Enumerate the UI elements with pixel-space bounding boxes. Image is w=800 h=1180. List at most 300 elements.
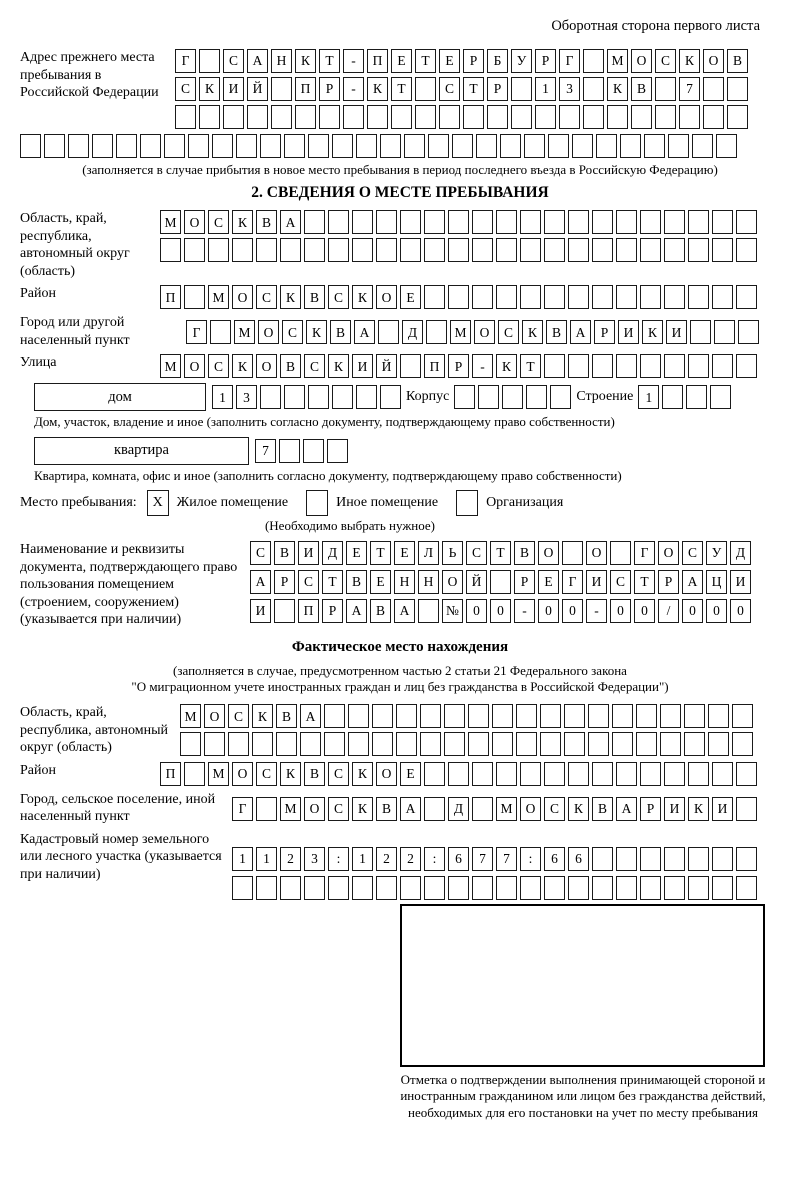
char-cell[interactable]: К <box>688 797 709 821</box>
char-cell[interactable] <box>544 876 565 900</box>
char-cell[interactable]: 0 <box>682 599 703 623</box>
char-cell[interactable]: К <box>232 354 253 378</box>
char-cell[interactable]: В <box>592 797 613 821</box>
char-cell[interactable]: В <box>514 541 535 565</box>
char-cell[interactable] <box>236 134 257 158</box>
char-cell[interactable]: 0 <box>610 599 631 623</box>
char-cell[interactable]: М <box>234 320 255 344</box>
char-cell[interactable]: О <box>703 49 724 73</box>
char-cell[interactable]: 7 <box>472 847 493 871</box>
char-cell[interactable] <box>400 210 421 234</box>
char-cell[interactable] <box>303 439 324 463</box>
char-cell[interactable] <box>727 105 748 129</box>
char-cell[interactable]: И <box>250 599 271 623</box>
char-cell[interactable]: С <box>682 541 703 565</box>
char-cell[interactable] <box>688 847 709 871</box>
char-cell[interactable] <box>655 105 676 129</box>
char-cell[interactable]: О <box>376 762 397 786</box>
char-cell[interactable]: Б <box>487 49 508 73</box>
char-cell[interactable]: М <box>607 49 628 73</box>
char-cell[interactable] <box>607 105 628 129</box>
char-cell[interactable]: Г <box>232 797 253 821</box>
char-cell[interactable] <box>511 77 532 101</box>
char-cell[interactable]: Р <box>640 797 661 821</box>
char-cell[interactable] <box>540 704 561 728</box>
char-cell[interactable]: С <box>439 77 460 101</box>
char-cell[interactable]: С <box>223 49 244 73</box>
char-cell[interactable] <box>274 599 295 623</box>
char-cell[interactable]: К <box>352 797 373 821</box>
char-cell[interactable]: К <box>568 797 589 821</box>
char-cell[interactable]: : <box>520 847 541 871</box>
char-cell[interactable]: О <box>376 285 397 309</box>
char-cell[interactable] <box>356 134 377 158</box>
char-cell[interactable] <box>664 210 685 234</box>
char-cell[interactable] <box>424 797 445 821</box>
char-cell[interactable]: А <box>400 797 421 821</box>
char-cell[interactable]: М <box>496 797 517 821</box>
char-cell[interactable] <box>396 704 417 728</box>
char-cell[interactable]: В <box>280 354 301 378</box>
char-cell[interactable] <box>655 77 676 101</box>
char-cell[interactable] <box>688 285 709 309</box>
char-cell[interactable]: К <box>280 285 301 309</box>
char-cell[interactable] <box>636 732 657 756</box>
char-cell[interactable]: П <box>424 354 445 378</box>
char-cell[interactable] <box>472 876 493 900</box>
char-cell[interactable]: Е <box>400 762 421 786</box>
char-cell[interactable]: Е <box>439 49 460 73</box>
char-cell[interactable]: Е <box>370 570 391 594</box>
char-cell[interactable] <box>328 238 349 262</box>
char-cell[interactable] <box>279 439 300 463</box>
char-cell[interactable]: Р <box>594 320 615 344</box>
char-cell[interactable] <box>502 385 523 409</box>
char-cell[interactable]: И <box>298 541 319 565</box>
char-cell[interactable] <box>568 285 589 309</box>
char-cell[interactable]: Л <box>418 541 439 565</box>
char-cell[interactable] <box>324 704 345 728</box>
char-cell[interactable] <box>736 238 757 262</box>
char-cell[interactable] <box>544 210 565 234</box>
char-cell[interactable]: С <box>208 354 229 378</box>
char-cell[interactable]: 1 <box>212 385 233 409</box>
char-cell[interactable] <box>452 134 473 158</box>
char-cell[interactable]: С <box>175 77 196 101</box>
char-cell[interactable] <box>160 238 181 262</box>
char-cell[interactable]: 3 <box>236 385 257 409</box>
char-cell[interactable]: 2 <box>376 847 397 871</box>
char-cell[interactable] <box>664 762 685 786</box>
char-cell[interactable] <box>348 732 369 756</box>
char-cell[interactable] <box>308 134 329 158</box>
char-cell[interactable]: О <box>658 541 679 565</box>
char-cell[interactable] <box>583 49 604 73</box>
char-cell[interactable] <box>712 238 733 262</box>
char-cell[interactable]: Й <box>247 77 268 101</box>
char-cell[interactable]: 3 <box>559 77 580 101</box>
char-cell[interactable]: И <box>664 797 685 821</box>
char-cell[interactable]: Т <box>415 49 436 73</box>
char-cell[interactable] <box>439 105 460 129</box>
char-cell[interactable]: Т <box>391 77 412 101</box>
char-cell[interactable] <box>662 385 683 409</box>
char-cell[interactable] <box>380 385 401 409</box>
char-cell[interactable]: Е <box>391 49 412 73</box>
char-cell[interactable] <box>583 77 604 101</box>
char-cell[interactable] <box>592 876 613 900</box>
char-cell[interactable] <box>208 238 229 262</box>
char-cell[interactable]: Г <box>559 49 580 73</box>
char-cell[interactable] <box>343 105 364 129</box>
char-cell[interactable] <box>444 732 465 756</box>
char-cell[interactable]: П <box>160 285 181 309</box>
char-cell[interactable] <box>308 385 329 409</box>
char-cell[interactable]: С <box>328 797 349 821</box>
char-cell[interactable] <box>428 134 449 158</box>
char-cell[interactable]: М <box>208 285 229 309</box>
char-cell[interactable] <box>568 354 589 378</box>
char-cell[interactable]: К <box>352 285 373 309</box>
char-cell[interactable] <box>592 210 613 234</box>
char-cell[interactable]: Т <box>463 77 484 101</box>
char-cell[interactable] <box>583 105 604 129</box>
char-cell[interactable] <box>640 847 661 871</box>
char-cell[interactable] <box>380 134 401 158</box>
char-cell[interactable]: П <box>298 599 319 623</box>
char-cell[interactable] <box>352 876 373 900</box>
char-cell[interactable]: 1 <box>638 385 659 409</box>
char-cell[interactable] <box>472 285 493 309</box>
char-cell[interactable]: К <box>522 320 543 344</box>
char-cell[interactable] <box>684 732 705 756</box>
char-cell[interactable]: - <box>472 354 493 378</box>
char-cell[interactable] <box>223 105 244 129</box>
char-cell[interactable] <box>92 134 113 158</box>
char-cell[interactable]: Р <box>487 77 508 101</box>
char-cell[interactable]: А <box>346 599 367 623</box>
char-cell[interactable] <box>400 238 421 262</box>
char-cell[interactable] <box>644 134 665 158</box>
char-cell[interactable] <box>496 762 517 786</box>
char-cell[interactable]: Г <box>175 49 196 73</box>
char-cell[interactable]: С <box>298 570 319 594</box>
char-cell[interactable] <box>424 238 445 262</box>
char-cell[interactable]: В <box>276 704 297 728</box>
char-cell[interactable] <box>256 797 277 821</box>
char-cell[interactable] <box>616 285 637 309</box>
char-cell[interactable] <box>520 876 541 900</box>
char-cell[interactable] <box>640 210 661 234</box>
char-cell[interactable]: С <box>208 210 229 234</box>
char-cell[interactable]: Т <box>322 570 343 594</box>
checkbox-zhiloe-pomeshchenie[interactable]: X <box>147 490 169 516</box>
char-cell[interactable] <box>535 105 556 129</box>
char-cell[interactable]: Г <box>562 570 583 594</box>
char-cell[interactable] <box>356 385 377 409</box>
char-cell[interactable] <box>736 762 757 786</box>
char-cell[interactable] <box>490 570 511 594</box>
char-cell[interactable]: В <box>346 570 367 594</box>
char-cell[interactable] <box>716 134 737 158</box>
char-cell[interactable]: Р <box>658 570 679 594</box>
char-cell[interactable]: Т <box>370 541 391 565</box>
char-cell[interactable] <box>548 134 569 158</box>
char-cell[interactable]: М <box>160 210 181 234</box>
char-cell[interactable]: Й <box>466 570 487 594</box>
char-cell[interactable]: Е <box>346 541 367 565</box>
char-cell[interactable] <box>736 876 757 900</box>
char-cell[interactable] <box>712 762 733 786</box>
char-cell[interactable]: С <box>256 762 277 786</box>
char-cell[interactable]: М <box>450 320 471 344</box>
char-cell[interactable]: У <box>511 49 532 73</box>
char-cell[interactable]: Й <box>376 354 397 378</box>
char-cell[interactable] <box>550 385 571 409</box>
char-cell[interactable] <box>620 134 641 158</box>
char-cell[interactable]: 7 <box>255 439 276 463</box>
char-cell[interactable]: Г <box>186 320 207 344</box>
char-cell[interactable] <box>424 762 445 786</box>
char-cell[interactable] <box>636 704 657 728</box>
char-cell[interactable]: 6 <box>568 847 589 871</box>
char-cell[interactable]: В <box>727 49 748 73</box>
char-cell[interactable]: Т <box>490 541 511 565</box>
char-cell[interactable] <box>520 238 541 262</box>
char-cell[interactable]: О <box>586 541 607 565</box>
char-cell[interactable]: 0 <box>562 599 583 623</box>
char-cell[interactable] <box>496 238 517 262</box>
char-cell[interactable] <box>736 797 757 821</box>
char-cell[interactable] <box>472 797 493 821</box>
char-cell[interactable]: А <box>616 797 637 821</box>
char-cell[interactable]: О <box>184 354 205 378</box>
char-cell[interactable] <box>540 732 561 756</box>
char-cell[interactable]: К <box>328 354 349 378</box>
char-cell[interactable] <box>472 238 493 262</box>
char-cell[interactable] <box>228 732 249 756</box>
char-cell[interactable] <box>448 285 469 309</box>
char-cell[interactable] <box>463 105 484 129</box>
char-cell[interactable] <box>280 876 301 900</box>
char-cell[interactable]: 2 <box>400 847 421 871</box>
char-cell[interactable]: О <box>232 762 253 786</box>
char-cell[interactable]: С <box>610 570 631 594</box>
char-cell[interactable] <box>444 704 465 728</box>
char-cell[interactable]: 1 <box>535 77 556 101</box>
char-cell[interactable] <box>116 134 137 158</box>
char-cell[interactable]: К <box>642 320 663 344</box>
char-cell[interactable] <box>520 285 541 309</box>
char-cell[interactable]: Д <box>730 541 751 565</box>
char-cell[interactable]: М <box>280 797 301 821</box>
char-cell[interactable]: О <box>442 570 463 594</box>
char-cell[interactable] <box>496 285 517 309</box>
char-cell[interactable]: А <box>570 320 591 344</box>
char-cell[interactable]: 7 <box>679 77 700 101</box>
char-cell[interactable] <box>304 238 325 262</box>
char-cell[interactable] <box>500 134 521 158</box>
char-cell[interactable]: Т <box>319 49 340 73</box>
char-cell[interactable] <box>276 732 297 756</box>
char-cell[interactable] <box>164 134 185 158</box>
char-cell[interactable] <box>703 105 724 129</box>
char-cell[interactable] <box>664 847 685 871</box>
char-cell[interactable]: 6 <box>544 847 565 871</box>
char-cell[interactable]: 1 <box>232 847 253 871</box>
char-cell[interactable]: Ь <box>442 541 463 565</box>
char-cell[interactable]: А <box>394 599 415 623</box>
char-cell[interactable] <box>616 847 637 871</box>
char-cell[interactable] <box>592 285 613 309</box>
char-cell[interactable] <box>204 732 225 756</box>
char-cell[interactable] <box>616 354 637 378</box>
char-cell[interactable]: С <box>256 285 277 309</box>
char-cell[interactable] <box>616 762 637 786</box>
char-cell[interactable]: И <box>223 77 244 101</box>
char-cell[interactable] <box>559 105 580 129</box>
char-cell[interactable]: Г <box>634 541 655 565</box>
char-cell[interactable] <box>616 210 637 234</box>
char-cell[interactable]: Ц <box>706 570 727 594</box>
char-cell[interactable]: К <box>306 320 327 344</box>
char-cell[interactable] <box>426 320 447 344</box>
char-cell[interactable] <box>511 105 532 129</box>
char-cell[interactable]: 7 <box>496 847 517 871</box>
char-cell[interactable]: И <box>730 570 751 594</box>
char-cell[interactable]: : <box>424 847 445 871</box>
char-cell[interactable]: К <box>252 704 273 728</box>
char-cell[interactable]: 0 <box>634 599 655 623</box>
char-cell[interactable] <box>210 320 231 344</box>
char-cell[interactable]: 0 <box>706 599 727 623</box>
char-cell[interactable]: : <box>328 847 349 871</box>
char-cell[interactable] <box>324 732 345 756</box>
char-cell[interactable] <box>424 210 445 234</box>
char-cell[interactable] <box>516 732 537 756</box>
char-cell[interactable] <box>568 238 589 262</box>
char-cell[interactable] <box>708 732 729 756</box>
char-cell[interactable]: С <box>250 541 271 565</box>
char-cell[interactable]: Т <box>520 354 541 378</box>
char-cell[interactable] <box>732 704 753 728</box>
char-cell[interactable] <box>736 285 757 309</box>
char-cell[interactable] <box>592 847 613 871</box>
char-cell[interactable] <box>420 732 441 756</box>
char-cell[interactable] <box>640 238 661 262</box>
char-cell[interactable] <box>247 105 268 129</box>
char-cell[interactable] <box>304 876 325 900</box>
char-cell[interactable]: Е <box>394 541 415 565</box>
char-cell[interactable] <box>520 210 541 234</box>
char-cell[interactable]: Д <box>448 797 469 821</box>
char-cell[interactable] <box>616 876 637 900</box>
char-cell[interactable] <box>562 541 583 565</box>
char-cell[interactable] <box>284 134 305 158</box>
char-cell[interactable] <box>396 732 417 756</box>
char-cell[interactable] <box>448 238 469 262</box>
char-cell[interactable] <box>712 285 733 309</box>
char-cell[interactable] <box>660 732 681 756</box>
char-cell[interactable] <box>738 320 759 344</box>
char-cell[interactable] <box>212 134 233 158</box>
char-cell[interactable] <box>448 210 469 234</box>
char-cell[interactable]: А <box>250 570 271 594</box>
char-cell[interactable] <box>68 134 89 158</box>
char-cell[interactable]: О <box>631 49 652 73</box>
char-cell[interactable]: 1 <box>352 847 373 871</box>
char-cell[interactable] <box>714 320 735 344</box>
char-cell[interactable]: П <box>295 77 316 101</box>
char-cell[interactable] <box>712 354 733 378</box>
char-cell[interactable] <box>319 105 340 129</box>
char-cell[interactable] <box>404 134 425 158</box>
char-cell[interactable]: С <box>655 49 676 73</box>
char-cell[interactable]: С <box>328 762 349 786</box>
char-cell[interactable] <box>260 385 281 409</box>
char-cell[interactable]: А <box>247 49 268 73</box>
char-cell[interactable]: Н <box>394 570 415 594</box>
char-cell[interactable]: К <box>352 762 373 786</box>
char-cell[interactable] <box>588 704 609 728</box>
char-cell[interactable] <box>686 385 707 409</box>
char-cell[interactable] <box>271 105 292 129</box>
char-cell[interactable]: Д <box>402 320 423 344</box>
char-cell[interactable] <box>376 238 397 262</box>
char-cell[interactable] <box>640 285 661 309</box>
char-cell[interactable] <box>415 105 436 129</box>
char-cell[interactable]: К <box>280 762 301 786</box>
char-cell[interactable]: Р <box>448 354 469 378</box>
char-cell[interactable] <box>692 134 713 158</box>
char-cell[interactable] <box>668 134 689 158</box>
char-cell[interactable] <box>468 732 489 756</box>
char-cell[interactable]: С <box>466 541 487 565</box>
char-cell[interactable] <box>572 134 593 158</box>
char-cell[interactable] <box>328 210 349 234</box>
char-cell[interactable] <box>596 134 617 158</box>
char-cell[interactable]: К <box>679 49 700 73</box>
char-cell[interactable]: - <box>343 77 364 101</box>
char-cell[interactable] <box>332 385 353 409</box>
char-cell[interactable] <box>640 762 661 786</box>
char-cell[interactable]: 0 <box>466 599 487 623</box>
char-cell[interactable] <box>328 876 349 900</box>
char-cell[interactable]: О <box>204 704 225 728</box>
char-cell[interactable]: В <box>274 541 295 565</box>
char-cell[interactable]: Е <box>538 570 559 594</box>
char-cell[interactable]: К <box>496 354 517 378</box>
char-cell[interactable] <box>568 876 589 900</box>
char-cell[interactable] <box>520 762 541 786</box>
char-cell[interactable] <box>524 134 545 158</box>
char-cell[interactable] <box>564 704 585 728</box>
char-cell[interactable] <box>592 762 613 786</box>
char-cell[interactable]: 6 <box>448 847 469 871</box>
char-cell[interactable]: Р <box>274 570 295 594</box>
char-cell[interactable]: Р <box>535 49 556 73</box>
char-cell[interactable]: С <box>304 354 325 378</box>
char-cell[interactable]: 0 <box>490 599 511 623</box>
char-cell[interactable] <box>415 77 436 101</box>
char-cell[interactable]: П <box>367 49 388 73</box>
char-cell[interactable]: К <box>295 49 316 73</box>
char-cell[interactable]: Т <box>634 570 655 594</box>
char-cell[interactable]: О <box>232 285 253 309</box>
char-cell[interactable] <box>736 210 757 234</box>
char-cell[interactable] <box>688 876 709 900</box>
char-cell[interactable] <box>448 876 469 900</box>
